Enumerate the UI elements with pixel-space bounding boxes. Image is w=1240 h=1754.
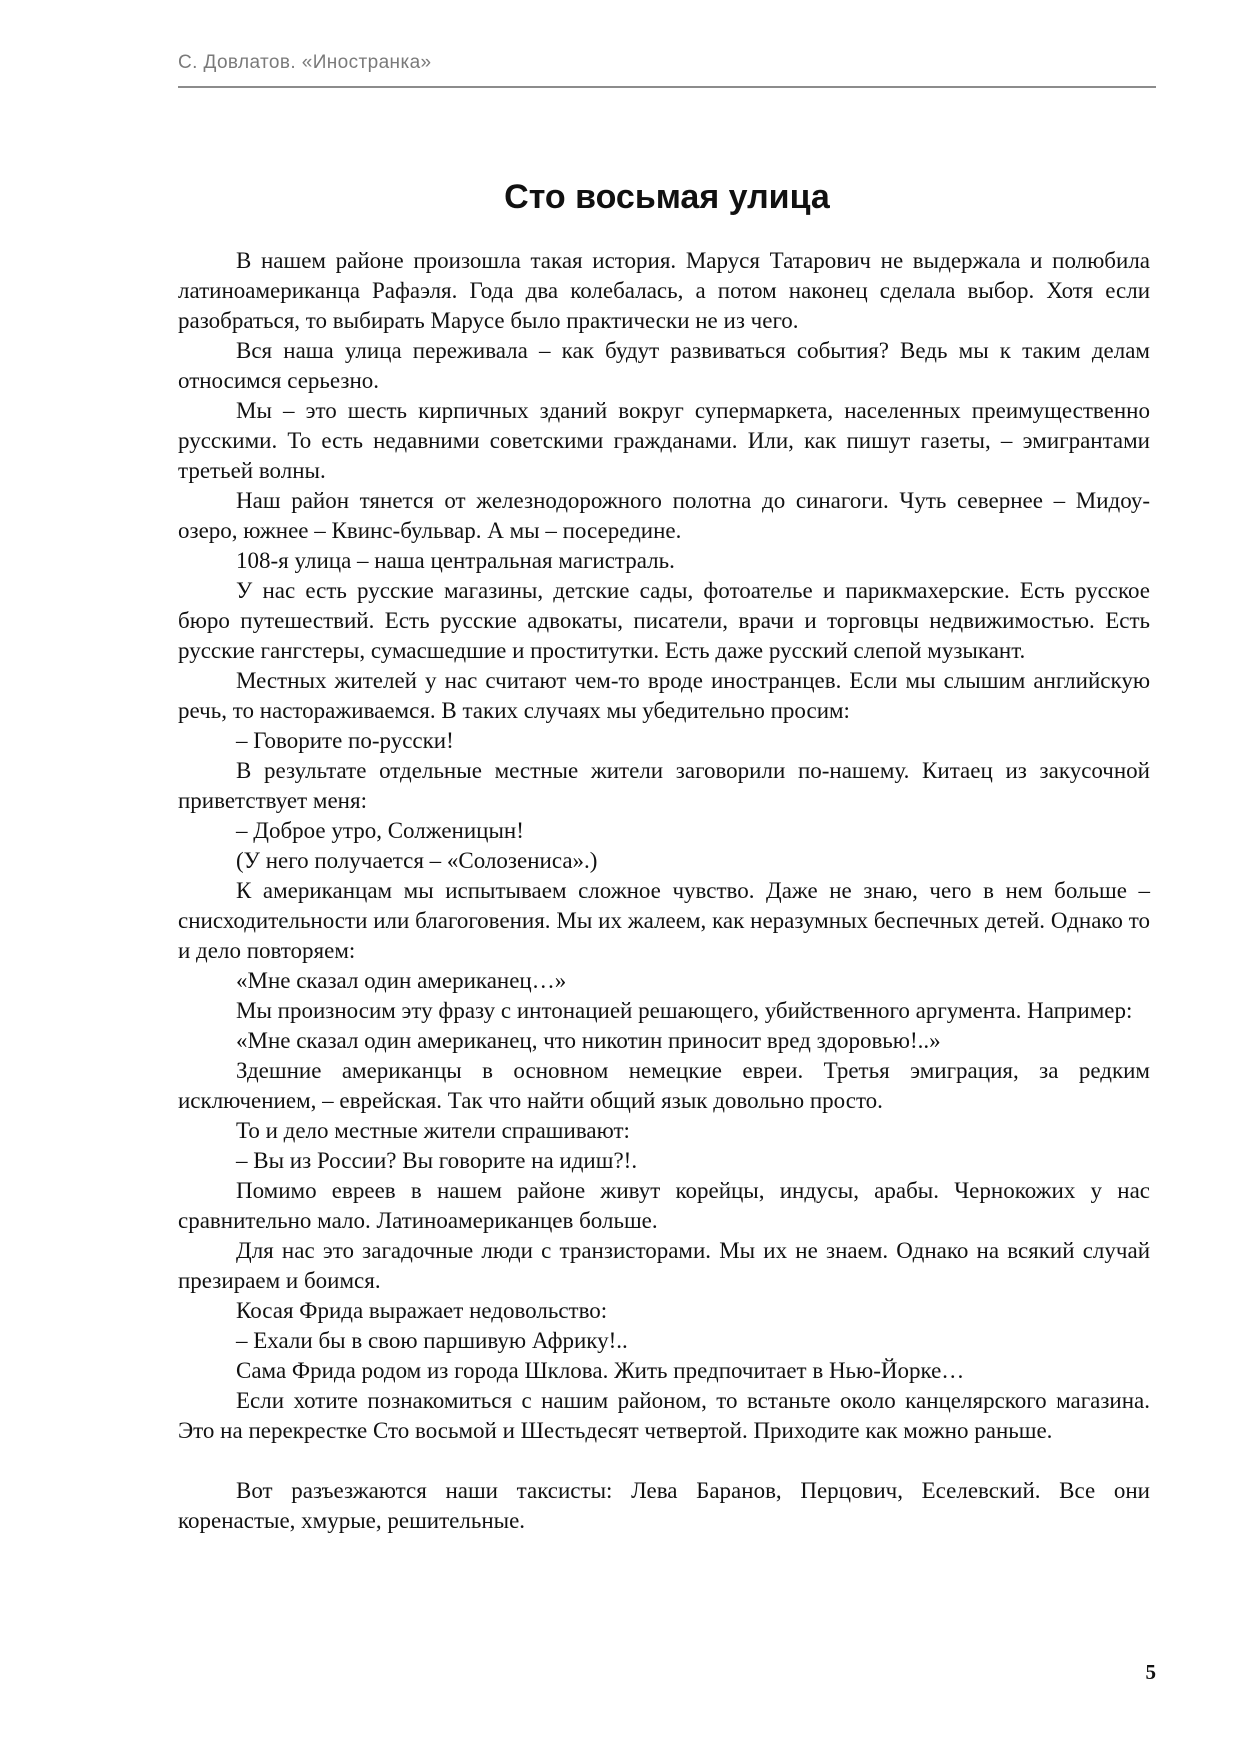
- paragraph: Косая Фрида выражает недовольство:: [236, 1298, 608, 1323]
- page-number: 5: [1145, 1660, 1156, 1684]
- paragraph: Местных жителей у нас считают чем-то вроде иностранцев. Если мы слышим английскую речь, то настораживаемся. В таких случаях мы убедительно просим:: [178, 668, 1150, 723]
- chapter-title: Сто восьмая улица: [504, 178, 830, 216]
- paragraph: Здешние американцы в основном немецкие евреи. Третья эмиграция, за редким исключением, – еврейская. Так что найти общий язык довольно просто.: [178, 1058, 1150, 1113]
- paragraph: 108-я улица – наша центральная магистраль.: [236, 548, 675, 573]
- dialogue-line: – Говорите по-русски!: [236, 728, 454, 753]
- paragraph: Наш район тянется от железнодорожного полотна до синагоги. Чуть севернее – Мидоу-озеро, южнее – Квинс-бульвар. А мы – посередине.: [178, 488, 1150, 543]
- header-divider: [178, 86, 1156, 88]
- body-text: [178, 246, 1150, 1536]
- paragraph: В результате отдельные местные жители заговорили по-нашему. Китаец из закусочной приветствует меня:: [178, 758, 1150, 813]
- paragraph: У нас есть русские магазины, детские сады, фотоателье и парикмахерские. Есть русское бюро путешествий. Есть русские адвокаты, писатели, врачи и торговцы недвижимостью. Есть русские гангстеры, сумасшедшие и проститутки. Есть даже русский слепой музыкант.: [178, 578, 1150, 663]
- paragraph: Мы – это шесть кирпичных зданий вокруг супермаркета, населенных преимущественно русскими. То есть недавними советскими гражданами. Или, как пишут газеты, – эмигрантами третьей волны.: [178, 398, 1150, 483]
- paragraph: Если хотите познакомиться с нашим районом, то встаньте около канцелярского магазина. Это на перекрестке Сто восьмой и Шестьдесят четвертой. Приходите как можно раньше.: [178, 1388, 1150, 1443]
- paragraph: Вся наша улица переживала – как будут развиваться события? Ведь мы к таким делам относимся серьезно.: [178, 338, 1150, 393]
- paragraph: Помимо евреев в нашем районе живут корейцы, индусы, арабы. Чернокожих у нас сравнительно мало. Латиноамериканцев больше.: [178, 1178, 1150, 1233]
- paragraph: К американцам мы испытываем сложное чувство. Даже не знаю, чего в нем больше – снисходительности или благоговения. Мы их жалеем, как неразумных беспечных детей. Однако то и дело повторяем:: [178, 878, 1150, 963]
- paragraph: В нашем районе произошла такая история. Маруся Татарович не выдержала и полюбила латиноамериканца Рафаэля. Года два колебалась, а потом наконец сделала выбор. Хотя если разобраться, то выбирать Марусе было практически не из чего.: [178, 248, 1150, 333]
- paragraph: Для нас это загадочные люди с транзисторами. Мы их не знаем. Однако на всякий случай презираем и боимся.: [178, 1238, 1150, 1293]
- dialogue-line: – Вы из России? Вы говорите на идиш?!.: [236, 1148, 638, 1173]
- dialogue-line: – Доброе утро, Солженицын!: [236, 818, 524, 843]
- paragraph: То и дело местные жители спрашивают:: [236, 1118, 630, 1143]
- dialogue-line: – Ехали бы в свою паршивую Африку!..: [236, 1328, 628, 1353]
- paragraph: Вот разъезжаются наши таксисты: Лева Баранов, Перцович, Еселевский. Все они коренастые, хмурые, решительные.: [178, 1478, 1150, 1533]
- running-header: С. Довлатов. «Иностранка»: [178, 52, 432, 73]
- quote-line: «Мне сказал один американец, что никотин приносит вред здоровью!..»: [236, 1028, 941, 1053]
- paragraph: Сама Фрида родом из города Шклова. Жить предпочитает в Нью-Йорке…: [236, 1358, 965, 1383]
- quote-line: «Мне сказал один американец…»: [236, 968, 567, 993]
- paragraph: Мы произносим эту фразу с интонацией решающего, убийственного аргумента. Например:: [236, 998, 1133, 1023]
- paragraph: (У него получается – «Солозениса».): [236, 848, 598, 873]
